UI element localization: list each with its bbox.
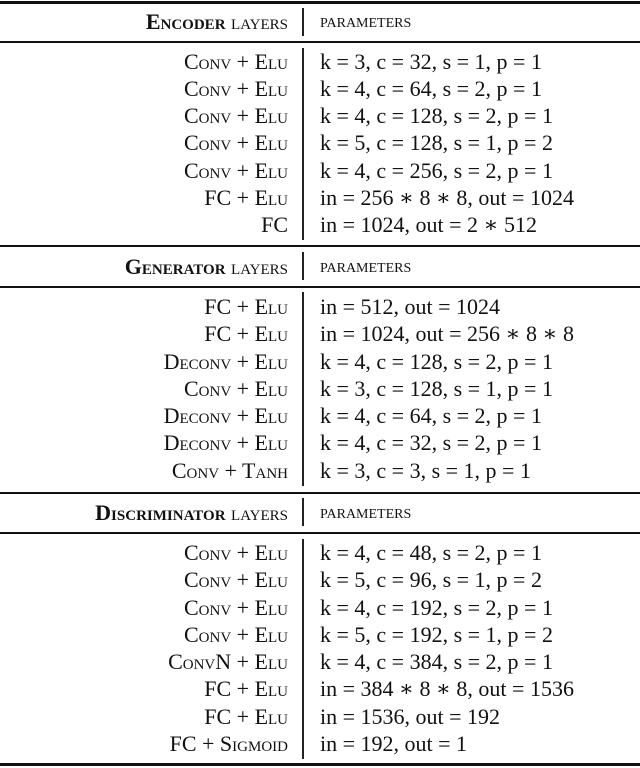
- table-row: [0, 348, 640, 375]
- heading-rest: layers: [225, 254, 288, 279]
- layer-params: in = 192, out = 1: [320, 731, 468, 756]
- layer-params: in = 256 ∗ 8 ∗ 8, out = 1024: [320, 185, 574, 210]
- layer-name: Deconv + Elu: [163, 349, 288, 374]
- layer-name: FC + Elu: [204, 294, 288, 319]
- layer-name: Conv + Elu: [183, 376, 288, 401]
- layer-name: Deconv + Elu: [163, 403, 288, 428]
- layer-params: k = 3, c = 3, s = 1, p = 1: [320, 458, 531, 483]
- layer-name: Conv + Elu: [183, 567, 288, 592]
- table-row: [0, 429, 640, 456]
- generator-header-rule: [0, 286, 640, 288]
- generator-header-row: [0, 253, 640, 280]
- layer-params: k = 4, c = 64, s = 2, p = 1: [320, 403, 542, 428]
- discriminator-header-rule: [0, 532, 640, 534]
- layer-name: Conv + Elu: [183, 622, 288, 647]
- layer-name: Conv + Elu: [183, 49, 288, 74]
- layer-name: FC: [261, 212, 288, 237]
- layer-name: Deconv + Elu: [163, 430, 288, 455]
- layer-params: k = 4, c = 384, s = 2, p = 1: [320, 649, 553, 674]
- layer-name: FC + Elu: [204, 676, 288, 701]
- table-row: [0, 566, 640, 593]
- table-row: [0, 675, 640, 702]
- table-row: [0, 184, 640, 211]
- table-row: [0, 621, 640, 648]
- layer-params: k = 5, c = 128, s = 1, p = 2: [320, 130, 553, 155]
- bottom-rule: [0, 763, 640, 766]
- table-row: [0, 402, 640, 429]
- layer-params: in = 1024, out = 2 ∗ 512: [320, 212, 537, 237]
- layer-name: Conv + Elu: [183, 130, 288, 155]
- encoder-header-row: [0, 8, 640, 35]
- heading-bold: Generator: [124, 254, 226, 279]
- layer-params: k = 4, c = 48, s = 2, p = 1: [320, 540, 542, 565]
- table-row: [0, 703, 640, 730]
- layer-params: k = 5, c = 192, s = 1, p = 2: [320, 622, 553, 647]
- heading-bold: Encoder: [145, 9, 226, 34]
- discriminator-top-rule: [0, 492, 640, 494]
- layer-params: k = 3, c = 128, s = 1, p = 1: [320, 376, 553, 401]
- layer-name: Conv + Elu: [183, 76, 288, 101]
- table-row: [0, 648, 640, 675]
- layer-name: Conv + Tanh: [171, 458, 288, 483]
- layer-name: ConvN + Elu: [168, 649, 288, 674]
- layer-params: k = 4, c = 128, s = 2, p = 1: [320, 349, 553, 374]
- layer-name: Conv + Elu: [183, 103, 288, 128]
- layer-name: Conv + Elu: [183, 595, 288, 620]
- discriminator-header-row: [0, 499, 640, 526]
- parameters-heading: parameters: [320, 255, 412, 277]
- layer-name: Conv + Elu: [183, 540, 288, 565]
- table-row: [0, 457, 640, 484]
- table-row: [0, 730, 640, 757]
- layer-name: FC + Elu: [204, 185, 288, 210]
- layer-name: FC + Elu: [204, 321, 288, 346]
- layer-params: k = 4, c = 256, s = 2, p = 1: [320, 158, 553, 183]
- table-row: [0, 375, 640, 402]
- encoder-layers-heading: [146, 8, 288, 35]
- table-row: [0, 320, 640, 347]
- layer-params: in = 1024, out = 256 ∗ 8 ∗ 8: [320, 321, 574, 346]
- table-row: [0, 102, 640, 129]
- discriminator-layers-heading: [95, 499, 288, 526]
- table-row: [0, 211, 640, 238]
- layer-params: k = 3, c = 32, s = 1, p = 1: [320, 49, 542, 74]
- parameters-heading: parameters: [320, 10, 412, 32]
- table-row: [0, 75, 640, 102]
- layer-params: in = 512, out = 1024: [320, 294, 501, 319]
- layer-params: k = 4, c = 32, s = 2, p = 1: [320, 430, 542, 455]
- table-row: [0, 157, 640, 184]
- table-row: [0, 129, 640, 156]
- layer-name: FC + Sigmoid: [169, 731, 288, 756]
- layer-params: k = 5, c = 96, s = 1, p = 2: [320, 567, 542, 592]
- parameters-heading: parameters: [320, 501, 412, 523]
- layer-params: k = 4, c = 64, s = 2, p = 1: [320, 76, 542, 101]
- top-rule: [0, 1, 640, 4]
- layer-name: FC + Elu: [204, 704, 288, 729]
- table-row: [0, 293, 640, 320]
- heading-bold: Discriminator: [95, 500, 226, 525]
- layer-name: Conv + Elu: [183, 158, 288, 183]
- layer-params: k = 4, c = 128, s = 2, p = 1: [320, 103, 553, 128]
- encoder-header-rule: [0, 41, 640, 43]
- heading-rest: layers: [225, 9, 288, 34]
- layer-params: in = 1536, out = 192: [320, 704, 501, 729]
- generator-layers-heading: [125, 253, 288, 280]
- layer-params: k = 4, c = 192, s = 2, p = 1: [320, 595, 553, 620]
- table-row: [0, 539, 640, 566]
- table-row: [0, 48, 640, 75]
- layer-params: in = 384 ∗ 8 ∗ 8, out = 1536: [320, 676, 574, 701]
- generator-top-rule: [0, 245, 640, 247]
- table-row: [0, 594, 640, 621]
- heading-rest: layers: [225, 500, 288, 525]
